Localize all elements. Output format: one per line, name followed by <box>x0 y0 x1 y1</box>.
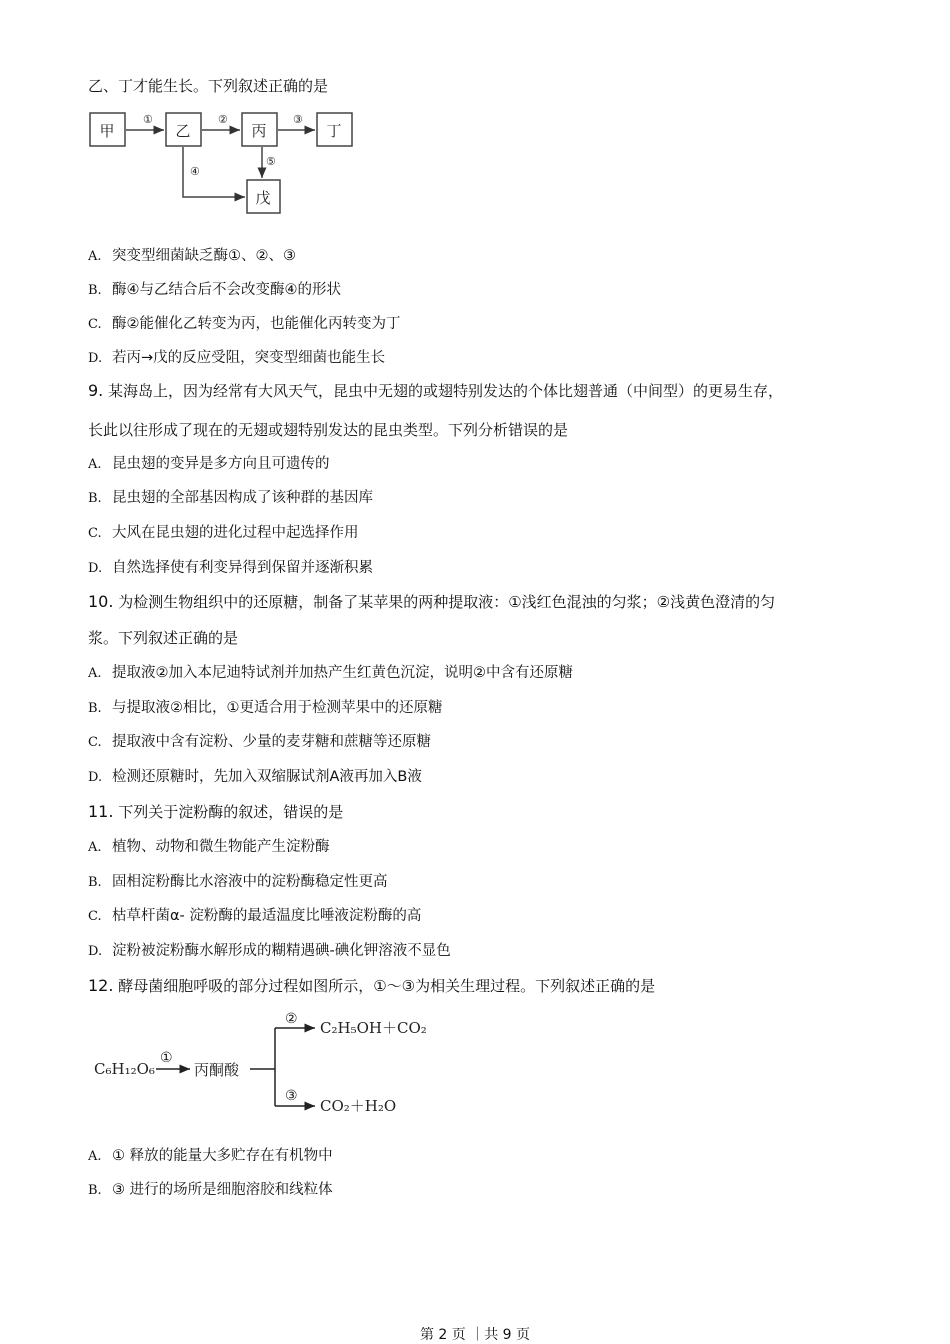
option-label: A. <box>88 1149 102 1164</box>
option-text: 枯草杆菌α- 淀粉酶的最适温度比唾液淀粉酶的高 <box>112 908 422 924</box>
option-text: ③ 进行的场所是细胞溶胶和线粒体 <box>112 1182 333 1198</box>
q8-option-c <box>88 314 401 335</box>
glucose-label: C₆H₁₂O₆ <box>94 1060 155 1078</box>
option-label: B. <box>88 701 102 716</box>
option-label: C. <box>88 526 102 541</box>
step-label: ⑤ <box>266 155 276 168</box>
q9-stem <box>88 381 783 401</box>
q9-option-c <box>88 523 359 544</box>
q11-option-a <box>88 837 330 858</box>
q11-stem <box>88 802 343 822</box>
q9-option-b <box>88 488 373 509</box>
q10-stem-line2: 浆。下列叙述正确的是 <box>88 629 239 647</box>
step-label: ② <box>218 113 228 126</box>
option-text: 大风在昆虫翅的进化过程中起选择作用 <box>112 525 359 541</box>
q12-stem <box>88 976 655 996</box>
q10-stem <box>88 592 775 612</box>
step-label: ① <box>143 113 153 126</box>
stem-text: 某海岛上，因为经常有大风天气，昆虫中无翅的或翅特别发达的个体比翅普通（中间型）的更易生存， <box>108 382 784 400</box>
question-number: 9. <box>88 381 104 400</box>
option-label: D. <box>88 944 103 959</box>
product-label: CO₂＋H₂O <box>320 1097 397 1115</box>
option-label: A. <box>88 249 102 264</box>
q10-option-d <box>88 767 422 788</box>
q10-option-b <box>88 698 443 719</box>
q8-pathway-diagram <box>85 105 365 220</box>
q10-option-c <box>88 732 431 753</box>
page-footer: 第 2 页 ｜共 9 页 <box>419 1327 531 1343</box>
q10-option-a <box>88 663 573 684</box>
q11-option-d <box>88 941 451 962</box>
option-label: A. <box>88 840 102 855</box>
pyruvate-label: 丙酮酸 <box>194 1061 240 1079</box>
option-text: 自然选择使有利变异得到保留并逐渐积累 <box>112 560 373 576</box>
option-label: C. <box>88 735 102 750</box>
q8-option-a <box>88 246 296 267</box>
stem-text: 为检测生物组织中的还原糖，制备了某苹果的两种提取液：①浅红色混浊的匀浆；②浅黄色澄清的匀 <box>118 593 776 611</box>
product-label: C₂H₅OH＋CO₂ <box>320 1019 427 1037</box>
option-text: 酶②能催化乙转变为丙，也能催化丙转变为丁 <box>112 316 401 332</box>
stem-text: 下列关于淀粉酶的叙述，错误的是 <box>118 803 344 821</box>
question-number: 11. <box>88 802 114 821</box>
option-label: B. <box>88 283 102 298</box>
option-label: B. <box>88 491 102 506</box>
option-text: 检测还原糖时，先加入双缩脲试剂A液再加入B液 <box>112 769 422 785</box>
option-text: 淀粉被淀粉酶水解形成的糊精遇碘-碘化钾溶液不显色 <box>112 943 451 959</box>
option-label: D. <box>88 770 103 785</box>
q9-option-d <box>88 558 373 579</box>
step-label: ③ <box>285 1088 298 1104</box>
option-label: A. <box>88 666 102 681</box>
option-text: 突变型细菌缺乏酶①、②、③ <box>112 248 296 264</box>
node-label: 戊 <box>255 189 271 207</box>
option-text: 昆虫翅的变异是多方向且可遗传的 <box>112 456 330 472</box>
option-text: ① 释放的能量大多贮存在有机物中 <box>112 1148 333 1164</box>
q9-stem-line2: 长此以往形成了现在的无翅或翅特别发达的昆虫类型。下列分析错误的是 <box>88 421 569 439</box>
q8-option-b <box>88 280 341 301</box>
stem-text: 酵母菌细胞呼吸的部分过程如图所示，①～③为相关生理过程。下列叙述正确的是 <box>118 977 656 995</box>
option-text: 提取液②加入本尼迪特试剂并加热产生红黄色沉淀，说明②中含有还原糖 <box>112 665 573 681</box>
option-text: 提取液中含有淀粉、少量的麦芽糖和蔗糖等还原糖 <box>112 734 431 750</box>
option-label: C. <box>88 317 102 332</box>
option-label: B. <box>88 875 102 890</box>
option-label: A. <box>88 457 102 472</box>
step-label: ④ <box>190 165 200 178</box>
node-label: 乙 <box>175 122 191 140</box>
question-number: 10. <box>88 592 114 611</box>
q11-option-c <box>88 906 421 927</box>
option-text: 固相淀粉酶比水溶液中的淀粉酶稳定性更高 <box>112 874 388 890</box>
step-label: ② <box>285 1011 298 1027</box>
q12-respiration-diagram <box>90 1008 450 1118</box>
option-label: D. <box>88 561 103 576</box>
option-text: 植物、动物和微生物能产生淀粉酶 <box>112 839 330 855</box>
step-label: ① <box>160 1050 173 1066</box>
q12-option-b <box>88 1180 333 1201</box>
q11-option-b <box>88 872 388 893</box>
option-text: 酶④与乙结合后不会改变酶④的形状 <box>112 282 341 298</box>
node-label: 丙 <box>251 122 267 140</box>
option-label: D. <box>88 351 103 366</box>
node-label: 丁 <box>326 122 342 140</box>
question-number: 12. <box>88 976 114 995</box>
option-label: B. <box>88 1183 102 1198</box>
option-text: 若丙→戊的反应受阻，突变型细菌也能生长 <box>112 350 386 366</box>
q12-option-a <box>88 1146 333 1167</box>
q8-stem-end: 乙、丁才能生长。下列叙述正确的是 <box>88 77 329 95</box>
q9-option-a <box>88 454 330 475</box>
option-text: 昆虫翅的全部基因构成了该种群的基因库 <box>112 490 373 506</box>
q8-option-d <box>88 348 385 369</box>
option-text: 与提取液②相比，①更适合用于检测苹果中的还原糖 <box>112 700 443 716</box>
node-label: 甲 <box>99 122 115 140</box>
option-label: C. <box>88 909 102 924</box>
step-label: ③ <box>293 113 303 126</box>
